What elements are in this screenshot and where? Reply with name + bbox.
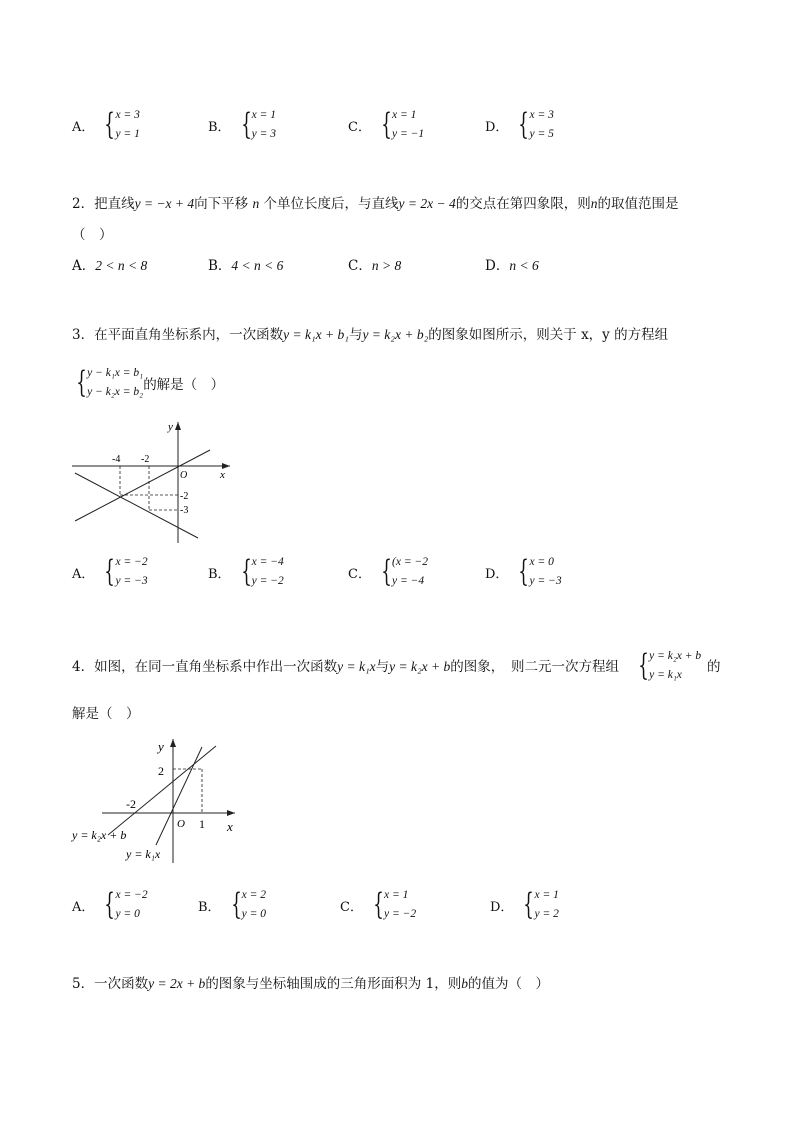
q3-option-d	[485, 553, 562, 591]
stem-text: 把直线	[94, 196, 135, 212]
left-brace-icon: {	[638, 648, 649, 683]
variable: n	[590, 196, 598, 211]
equation: x = 1	[392, 109, 417, 121]
q4-option-c	[340, 886, 416, 924]
equation: y = −3	[529, 575, 562, 587]
q4-stem	[72, 658, 619, 676]
option-label: A．	[72, 119, 95, 135]
tick-label: 2	[158, 764, 164, 778]
y-axis-arrow-icon	[175, 422, 181, 430]
equation: y = −4	[392, 575, 425, 587]
formula: y = 2x − 4	[398, 196, 456, 211]
q1-option-d	[485, 106, 554, 144]
stem-text: 的图象与坐标轴围成的三角形面积为 1，则	[205, 976, 462, 992]
equation: y = −2	[251, 575, 284, 587]
q3-option-b	[208, 553, 284, 591]
stem-text: 与	[375, 659, 390, 675]
line-label: y = k₂x + b	[72, 828, 127, 842]
option-label: B．	[198, 899, 221, 915]
stem-text: 的解是（ ）	[143, 377, 225, 393]
equation: x = 1	[251, 109, 277, 121]
stem-text: 的图象， 则二元一次方程组	[450, 659, 620, 675]
q4-option-d	[490, 886, 559, 924]
graph-line-k1	[156, 747, 202, 845]
q4-option-a	[72, 886, 148, 924]
equation: y − k₂x = b₂	[87, 386, 144, 398]
stem-text: 的取值范围是	[597, 196, 679, 212]
stem-text: 的交点在第四象限，则	[455, 196, 591, 212]
tick-label: -2	[126, 797, 136, 811]
tick-label: -3	[180, 505, 189, 516]
left-brace-icon: {	[240, 107, 252, 142]
left-brace-icon: {	[104, 554, 116, 589]
y-axis-arrow-icon	[170, 739, 176, 747]
tick-label: -4	[112, 454, 121, 465]
equation: x = 2	[241, 889, 267, 901]
variable: n	[252, 196, 260, 211]
option-label: B．	[208, 566, 231, 582]
stem-text: 与	[348, 327, 363, 343]
left-brace-icon: {	[523, 887, 535, 922]
q3-graph	[70, 418, 240, 548]
x-axis-label: x	[220, 469, 225, 481]
equation: y = k₂x + b	[649, 650, 702, 662]
tick-label: 1	[199, 817, 205, 831]
q2-stem	[72, 195, 678, 213]
equation: x = −4	[251, 556, 284, 568]
equation: y = k₁x	[649, 669, 682, 681]
option-label: A．	[72, 566, 95, 582]
tick-label: -2	[180, 491, 189, 502]
option-label: B．	[208, 119, 231, 135]
equation: y = 2	[534, 908, 559, 920]
y-axis-label: y	[168, 421, 173, 433]
formula: y = 2x + b	[148, 976, 206, 991]
q4-graph	[70, 735, 250, 870]
left-brace-icon: {	[230, 887, 242, 922]
option-label: C．	[348, 119, 371, 135]
q2-answer-parens: （ ）	[72, 227, 113, 243]
stem-text: 一次函数	[94, 976, 149, 992]
equation: y = −2	[384, 908, 417, 920]
equation: y = 0	[115, 908, 140, 920]
q3-option-a	[72, 553, 148, 591]
equation: y = 5	[529, 128, 554, 140]
left-brace-icon: {	[373, 887, 384, 922]
option-label: D．	[485, 566, 509, 582]
left-brace-icon: {	[104, 887, 116, 922]
formula: y = k₁x + b₁	[283, 327, 349, 342]
equation: y = −3	[115, 575, 148, 587]
stem-text: 的图象如图所示，则关于 x，y 的方程组	[428, 327, 669, 343]
tick-label: -2	[141, 454, 150, 465]
line-label: y = k₁x	[126, 847, 161, 861]
stem-text: 在平面直角坐标系内，一次函数	[94, 327, 284, 343]
equation: y = 1	[115, 128, 140, 140]
equation: y = 3	[251, 128, 277, 140]
left-brace-icon: {	[518, 107, 530, 142]
left-brace-icon: {	[381, 554, 392, 589]
q1-option-a	[72, 106, 140, 144]
left-brace-icon: {	[381, 107, 392, 142]
origin-label: O	[180, 470, 188, 481]
option-label: C．	[348, 566, 371, 582]
left-brace-icon: {	[518, 554, 530, 589]
equation: x = 0	[529, 556, 554, 568]
option-label: D．	[490, 899, 514, 915]
stem-text: 个单位长度后，与直线	[263, 196, 399, 212]
left-brace-icon: {	[76, 365, 87, 400]
q4-equation-system	[634, 647, 701, 685]
stem-text: 的值为（ ）	[467, 976, 549, 992]
q5-stem	[72, 975, 549, 993]
equation: x = −2	[115, 889, 148, 901]
y-axis-label: y	[158, 739, 164, 754]
x-axis-label: x	[227, 819, 233, 834]
left-brace-icon: {	[240, 554, 252, 589]
q3-equation-system	[72, 364, 224, 402]
question-number: 2．	[72, 196, 95, 212]
equation: y − k₁x = b₁	[87, 367, 144, 379]
equation: x = 3	[529, 109, 554, 121]
equation: y = −1	[392, 128, 425, 140]
q1-option-b	[208, 106, 276, 144]
q3-option-c	[348, 553, 428, 591]
q2-option-b: B．4 < n < 6	[208, 258, 284, 274]
q2-option-d: D．n < 6	[485, 258, 539, 274]
x-axis-arrow-icon	[227, 810, 235, 816]
q1-option-c	[348, 106, 424, 144]
q3-stem	[72, 326, 668, 344]
question-number: 3．	[72, 327, 95, 343]
equation: x = 1	[384, 889, 409, 901]
equation: y = 0	[241, 908, 267, 920]
q4-option-b	[198, 886, 266, 924]
question-number: 5．	[72, 976, 95, 992]
q4-stem-end: 的	[707, 659, 721, 675]
formula: y = −x + 4	[134, 196, 195, 211]
formula: y = k₁x	[337, 659, 376, 674]
equation: x = 3	[115, 109, 140, 121]
stem-text: 如图，在同一直角坐标系中作出一次函数	[94, 659, 338, 675]
left-brace-icon: {	[104, 107, 116, 142]
variable: b	[461, 976, 468, 991]
formula: y = k₂x + b₂	[362, 327, 429, 342]
option-label: C．	[340, 899, 363, 915]
option-label: D．	[485, 119, 509, 135]
equation: x = 1	[534, 889, 559, 901]
equation: (x = −2	[392, 556, 429, 568]
option-label: A．	[72, 899, 95, 915]
formula: y = k₂x + b	[389, 659, 451, 674]
equation: x = −2	[115, 556, 148, 568]
q2-option-c: C．n > 8	[348, 258, 402, 274]
origin-label: O	[177, 818, 185, 830]
stem-text: 向下平移	[194, 196, 249, 212]
q2-option-a: A．2 < n < 8	[72, 258, 148, 274]
question-number: 4．	[72, 659, 95, 675]
q4-stem-line2: 解是（ ）	[72, 706, 140, 722]
